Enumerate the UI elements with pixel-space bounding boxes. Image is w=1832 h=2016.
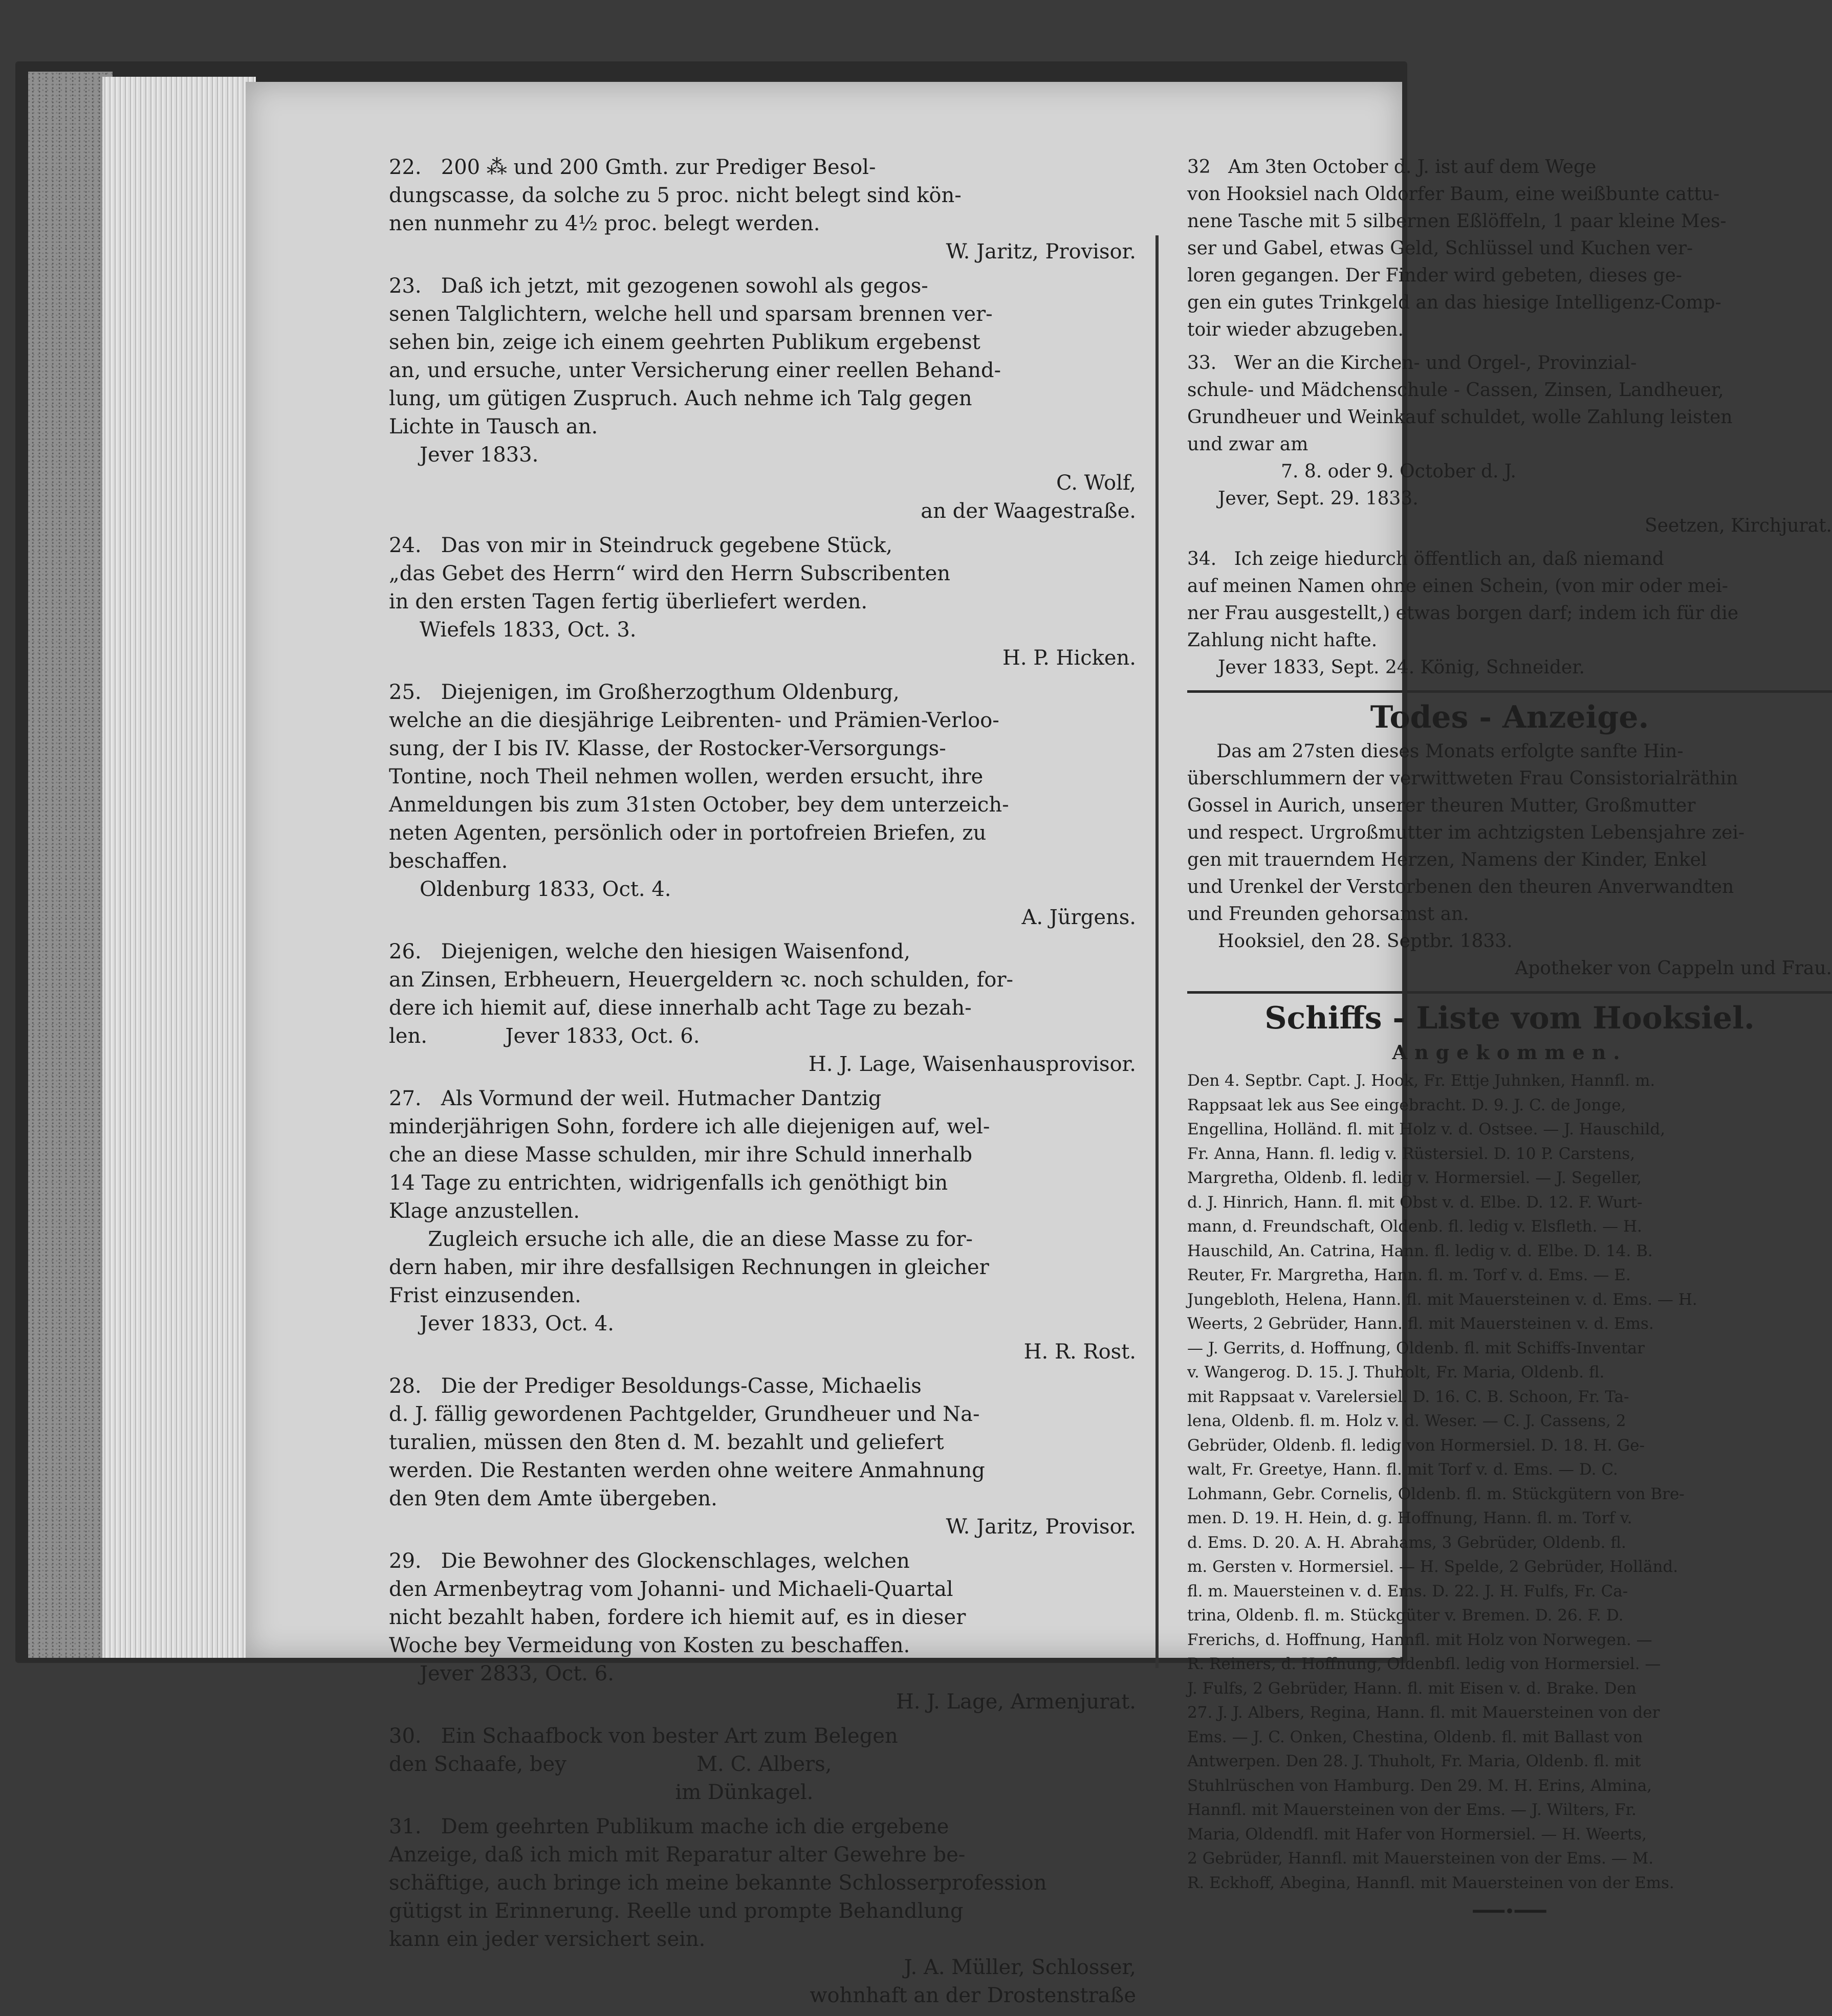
notice-place: Jever 2833, Oct. 6.	[420, 1662, 614, 1685]
notice-line: schäftige, auch bringe ich meine bekannte Schlosserprofession	[389, 1871, 1047, 1895]
ship-list-line: Gebrüder, Oldenb. fl. ledig von Hormersiel. D. 18. H. Ge-	[1187, 1436, 1645, 1455]
notice-signature: C. Wolf,	[1056, 471, 1136, 495]
notice-line: Anzeige, daß ich mich mit Reparatur alter Gewehre be-	[389, 1843, 966, 1867]
notice-line: Grundheuer und Weinkauf schuldet, wolle Zahlung leisten	[1187, 407, 1733, 428]
notice-line: 14 Tage zu entrichten, widrigenfalls ich genöthigt bin	[389, 1171, 948, 1195]
notice-line: den Schaafe, bey M. C. Albers,	[389, 1752, 832, 1776]
notice-31	[389, 1813, 1136, 2010]
notice-line: che an diese Masse schulden, mir ihre Schuld innerhalb	[389, 1143, 972, 1167]
ship-list-line: mit Rappsaat v. Varelersiel. D. 16. C. B. Schoon, Fr. Ta-	[1187, 1387, 1629, 1406]
notice-signature: H. R. Rost.	[1023, 1340, 1136, 1364]
end-ornament: ━━━•━━━	[1473, 1901, 1546, 1922]
notice-line: 29. Die Bewohner des Glockenschlages, welchen	[389, 1549, 910, 1573]
notice-line: von Hooksiel nach Oldorfer Baum, eine weißbunte cattu-	[1187, 184, 1720, 205]
ship-list-line: Engellina, Holländ. fl. mit Holz v. d. Ostsee. — J. Hauschild,	[1187, 1120, 1666, 1138]
notice-23	[389, 272, 1136, 525]
ship-list-line: Fr. Anna, Hann. fl. ledig v. Rüstersiel. D. 10 P. Carstens,	[1187, 1144, 1635, 1163]
notice-line: ner Frau ausgestellt,) etwas borgen darf; indem ich für die	[1187, 603, 1739, 624]
death-notice-signature: Apotheker von Cappeln und Frau.	[1515, 958, 1832, 979]
notice-line: 33. Wer an die Kirchen- und Orgel-, Provinzial-	[1187, 353, 1637, 374]
notice-26	[389, 938, 1136, 1079]
death-notice-body	[1187, 738, 1832, 928]
notice-line: im Dünkagel.	[389, 1781, 814, 1804]
left-column	[389, 154, 1136, 2016]
death-notice-heading: Todes - Anzeige.	[1370, 699, 1649, 735]
notice-line: gen ein gutes Trinkgeld an das hiesige Intelligenz-Comp-	[1187, 292, 1721, 313]
notice-line: Zahlung nicht hafte.	[1187, 630, 1378, 651]
notice-line: lung, um gütigen Zuspruch. Auch nehme ich Talg gegen	[389, 387, 972, 410]
notice-line: Lichte in Tausch an.	[389, 415, 598, 439]
notice-32	[1187, 154, 1832, 343]
notice-line: „das Gebet des Herrn“ wird den Herrn Subscribenten	[389, 562, 951, 585]
notice-line: 28. Die der Prediger Besoldungs-Casse, Michaelis	[389, 1374, 922, 1398]
notice-24	[389, 532, 1136, 672]
ship-list-line: Lohmann, Gebr. Cornelis, Oldenb. fl. m. Stückgütern von Bre-	[1187, 1484, 1685, 1503]
ship-list-line: fl. m. Mauersteinen v. d. Ems. D. 22. J. H. Fulfs, Fr. Ca-	[1187, 1582, 1628, 1601]
notice-line: an Zinsen, Erbheuern, Heuergeldern ꝛc. noch schulden, for-	[389, 968, 1013, 992]
notice-line: gütigst in Erinnerung. Reelle und prompte Behandlung	[389, 1899, 964, 1923]
notice-line: 30. Ein Schaafbock von bester Art zum Belegen	[389, 1724, 898, 1748]
ship-list-line: d. J. Hinrich, Hann. fl. mit Obst v. d. Elbe. D. 12. F. Wurt-	[1187, 1193, 1643, 1212]
notice-signature: H. J. Lage, Armenjurat.	[896, 1690, 1136, 1714]
rule-ship-list	[1187, 991, 1832, 994]
notice-place: Jever 1833, Oct. 4.	[420, 1312, 614, 1335]
notice-33	[1187, 349, 1832, 539]
ship-list-line: v. Wangerog. D. 15. J. Thuholt, Fr. Maria, Oldenb. fl.	[1187, 1363, 1605, 1382]
page-edges	[102, 77, 256, 1658]
ship-list-line: m. Gersten v. Hormersiel. — H. Spelde, 2 Gebrüder, Holländ.	[1187, 1558, 1678, 1576]
notice-line: nene Tasche mit 5 silbernen Eßlöffeln, 1 paar kleine Mes-	[1187, 211, 1727, 232]
notice-line: auf meinen Namen ohne einen Schein, (von mir oder mei-	[1187, 576, 1728, 597]
death-notice-place: Hooksiel, den 28. Septbr. 1833.	[1218, 931, 1513, 952]
notice-line: 25. Diejenigen, im Großherzogthum Oldenburg,	[389, 681, 900, 704]
ship-list-line: Hannfl. mit Mauersteinen von der Ems. — J. Wilters, Fr.	[1187, 1801, 1637, 1819]
notice-line: 24. Das von mir in Steindruck gegebene Stück,	[389, 534, 893, 557]
notice-line: loren gegangen. Der Finder wird gebeten, dieses ge-	[1187, 265, 1682, 286]
ship-list-line: Antwerpen. Den 28. J. Thuholt, Fr. Maria, Oldenb. fl. mit	[1187, 1752, 1641, 1770]
notice-line: Klage anzustellen.	[389, 1199, 580, 1223]
ship-list-line: Maria, Oldendfl. mit Hafer von Hormersiel. — H. Weerts,	[1187, 1825, 1647, 1844]
right-entries	[1187, 154, 1832, 681]
notice-line: 22. 200 ⁂ und 200 Gmth. zur Prediger Besol-	[389, 156, 876, 179]
notice-signature: W. Jaritz, Provisor.	[946, 240, 1136, 264]
ship-list-line: Stuhlrüschen von Hamburg. Den 29. M. H. Erins, Almina,	[1187, 1776, 1652, 1795]
ship-list-line: 2 Gebrüder, Hannfl. mit Mauersteinen von der Ems. — M.	[1187, 1849, 1654, 1868]
ship-list-subheading: Angekommen.	[1392, 1041, 1627, 1064]
notice-signature: H. J. Lage, Waisenhausprovisor.	[808, 1053, 1136, 1076]
notice-line: 31. Dem geehrten Publikum mache ich die ergebene	[389, 1815, 949, 1838]
notice-line: sehen bin, zeige ich einem geehrten Publikum ergebenst	[389, 331, 980, 354]
notice-line: neten Agenten, persönlich oder in portofreien Briefen, zu	[389, 821, 987, 845]
notice-place: Oldenburg 1833, Oct. 4.	[420, 878, 671, 901]
notice-line: 32 Am 3ten October d. J. ist auf dem Wege	[1187, 157, 1597, 178]
rule-death-notice	[1187, 690, 1832, 693]
notice-line: Tontine, noch Theil nehmen wollen, werden ersucht, ihre	[389, 765, 984, 788]
ship-list-line: Reuter, Fr. Margretha, Hann. fl. m. Torf v. d. Ems. — E.	[1187, 1266, 1631, 1284]
notice-line: toir wieder abzugeben.	[1187, 319, 1404, 340]
notice-line: schule- und Mädchenschule - Cassen, Zinsen, Landheuer,	[1187, 380, 1724, 401]
notice-30	[389, 1722, 1136, 1807]
ship-list-line: Ems. — J. C. Onken, Chestina, Oldenb. fl. mit Ballast von	[1187, 1727, 1643, 1746]
notice-line: minderjährigen Sohn, fordere ich alle diejenigen auf, wel-	[389, 1115, 990, 1138]
notice-signature: H. P. Hicken.	[1002, 646, 1136, 670]
death-notice-line: und respect. Urgroßmutter im achtzigsten Lebensjahre zei-	[1187, 822, 1745, 843]
death-notice-line: überschlummern der verwittweten Frau Consistorialräthin	[1187, 768, 1738, 789]
notice-29	[389, 1547, 1136, 1716]
notice-line: senen Talglichtern, welche hell und sparsam brennen ver-	[389, 302, 993, 326]
death-notice-line: und Freunden gehorsamst an.	[1187, 904, 1469, 925]
ship-list-line: R. Eckhoff, Abegina, Hannfl. mit Mauersteinen von der Ems.	[1187, 1873, 1674, 1892]
ship-list-line: trina, Oldenb. fl. m. Stückgüter v. Bremen. D. 26. F. D.	[1187, 1606, 1624, 1625]
notice-place: Jever 1833, Sept. 24. König, Schneider.	[1218, 657, 1585, 678]
notice-line: len. Jever 1833, Oct. 6.	[389, 1024, 700, 1048]
notice-line: 26. Diejenigen, welche den hiesigen Waisenfond,	[389, 940, 910, 963]
newspaper-page	[246, 82, 1832, 2007]
notice-25	[389, 678, 1136, 932]
notice-signature: J. A. Müller, Schlosser,	[904, 1956, 1136, 1979]
death-notice-line: Das am 27sten dieses Monats erfolgte sanfte Hin-	[1187, 741, 1684, 762]
notice-line: Woche bey Vermeidung von Kosten zu beschaffen.	[389, 1634, 910, 1657]
notice-22	[389, 154, 1136, 266]
notice-line: werden. Die Restanten werden ohne weitere Anmahnung	[389, 1459, 985, 1482]
notice-line: beschaffen.	[389, 849, 508, 873]
ship-list-line: lena, Oldenb. fl. m. Holz v. d. Weser. — C. J. Cassens, 2	[1187, 1412, 1626, 1430]
notice-28	[389, 1372, 1136, 1541]
notice-line: nicht bezahlt haben, fordere ich hiemit auf, es in dieser	[389, 1606, 966, 1629]
ship-list-line: walt, Fr. Greetye, Hann. fl. mit Torf v. d. Ems. — D. C.	[1187, 1460, 1618, 1479]
ship-list-line: Frerichs, d. Hoffnung, Hannfl. mit Holz von Norwegen. —	[1187, 1630, 1652, 1649]
notice-signature: Seetzen, Kirchjurat.	[1645, 515, 1832, 536]
notice-line: 27. Als Vormund der weil. Hutmacher Dantzig	[389, 1087, 882, 1110]
notice-place: Jever, Sept. 29. 1833.	[1218, 488, 1419, 509]
notice-27	[389, 1085, 1136, 1366]
death-notice-line: und Urenkel der Verstorbenen den theuren Anverwandten	[1187, 876, 1734, 897]
notice-line: ser und Gabel, etwas Geld, Schlüssel und Kuchen ver-	[1187, 238, 1693, 259]
ship-list-line: Weerts, 2 Gebrüder, Hann. fl. mit Mauersteinen v. d. Ems.	[1187, 1314, 1654, 1333]
notice-line: Zugleich ersuche ich alle, die an diese Masse zu for-	[389, 1228, 973, 1251]
notice-line: in den ersten Tagen fertig überliefert werden.	[389, 590, 868, 613]
ship-list-line: d. Ems. D. 20. A. H. Abrahams, 3 Gebrüder, Oldenb. fl.	[1187, 1533, 1626, 1552]
right-column	[1187, 154, 1832, 1925]
ship-list-line: J. Fulfs, 2 Gebrüder, Hann. fl. mit Eisen v. d. Brake. Den	[1187, 1679, 1637, 1698]
notice-line: sung, der I bis IV. Klasse, der Rostocker-Versorgungs-	[389, 737, 946, 760]
ship-list-line: Rappsaat lek aus See eingebracht. D. 9. J. C. de Jonge,	[1187, 1095, 1626, 1114]
notice-line: kann ein jeder versichert sein.	[389, 1927, 706, 1951]
notice-signature: A. Jürgens.	[1021, 906, 1136, 929]
ship-list-line: Hauschild, An. Catrina, Hann. fl. ledig v. d. Elbe. D. 14. B.	[1187, 1241, 1653, 1260]
death-notice-line: Gossel in Aurich, unserer theuren Mutter, Großmutter	[1187, 795, 1696, 816]
notice-line: den Armenbeytrag vom Johanni- und Michaeli-Quartal	[389, 1577, 953, 1601]
ship-list-line: men. D. 19. H. Hein, d. g. Hoffnung, Hann. fl. m. Torf v.	[1187, 1509, 1632, 1527]
marbled-cover	[28, 72, 113, 1658]
ship-list-line: R. Reiners, d. Hoffnung, Oldenbfl. ledig von Hormersiel. —	[1187, 1655, 1661, 1673]
notice-line: 34. Ich zeige hiedurch öffentlich an, daß niemand	[1187, 549, 1664, 569]
ship-list-line: Jungebloth, Helena, Hann. fl. mit Mauersteinen v. d. Ems. — H.	[1187, 1290, 1697, 1309]
ship-list-line: — J. Gerrits, d. Hoffnung, Oldenb. fl. mit Schiffs-Inventar	[1187, 1339, 1645, 1357]
notice-line: nen nunmehr zu 4½ proc. belegt werden.	[389, 212, 820, 235]
notice-line: Frist einzusenden.	[389, 1284, 581, 1307]
notice-signature-address: an der Waagestraße.	[921, 499, 1136, 523]
ship-list-line: mann, d. Freundschaft, Oldenb. fl. ledig v. Elsfleth. — H.	[1187, 1217, 1642, 1236]
ship-list-line: 27. J. J. Albers, Regina, Hann. fl. mit Mauersteinen von der	[1187, 1703, 1660, 1722]
notice-line: 7. 8. oder 9. October d. J.	[1187, 461, 1516, 482]
notice-line: dere ich hiemit auf, diese innerhalb acht Tage zu bezah-	[389, 996, 972, 1020]
column-divider	[1155, 235, 1159, 1668]
notice-line: d. J. fällig gewordenen Pachtgelder, Grundheuer und Na-	[389, 1403, 980, 1426]
notice-line: turalien, müssen den 8ten d. M. bezahlt und geliefert	[389, 1431, 944, 1454]
notice-line: dern haben, mir ihre desfallsigen Rechnungen in gleicher	[389, 1256, 989, 1279]
notice-line: welche an die diesjährige Leibrenten- und Prämien-Verloo-	[389, 709, 999, 732]
notice-signature-address: wohnhaft an der Drostenstraße	[810, 1984, 1136, 2007]
death-notice-line: gen mit trauerndem Herzen, Namens der Kinder, Enkel	[1187, 849, 1707, 870]
ship-list-line: Margretha, Oldenb. fl. ledig v. Hormersiel. — J. Segeller,	[1187, 1169, 1642, 1187]
notice-place: Wiefels 1833, Oct. 3.	[420, 618, 637, 642]
ship-list-heading: Schiffs - Liste vom Hooksiel.	[1264, 1000, 1755, 1036]
notice-line: an, und ersuche, unter Versicherung einer reellen Behand-	[389, 359, 1001, 382]
notice-line: Anmeldungen bis zum 31sten October, bey dem unterzeich-	[389, 793, 1009, 817]
notice-line: und zwar am	[1187, 434, 1308, 455]
notice-signature: W. Jaritz, Provisor.	[946, 1515, 1136, 1539]
ship-list-body	[1187, 1069, 1832, 1895]
notice-place: Jever 1833.	[420, 443, 539, 467]
notice-line: dungscasse, da solche zu 5 proc. nicht belegt sind kön-	[389, 184, 962, 207]
ship-list-line: Den 4. Septbr. Capt. J. Hook, Fr. Ettje Juhnken, Hannfl. m.	[1187, 1071, 1655, 1090]
notice-34	[1187, 545, 1832, 681]
notice-line: 23. Daß ich jetzt, mit gezogenen sowohl als gegos-	[389, 274, 928, 298]
notice-line: den 9ten dem Amte übergeben.	[389, 1487, 717, 1510]
